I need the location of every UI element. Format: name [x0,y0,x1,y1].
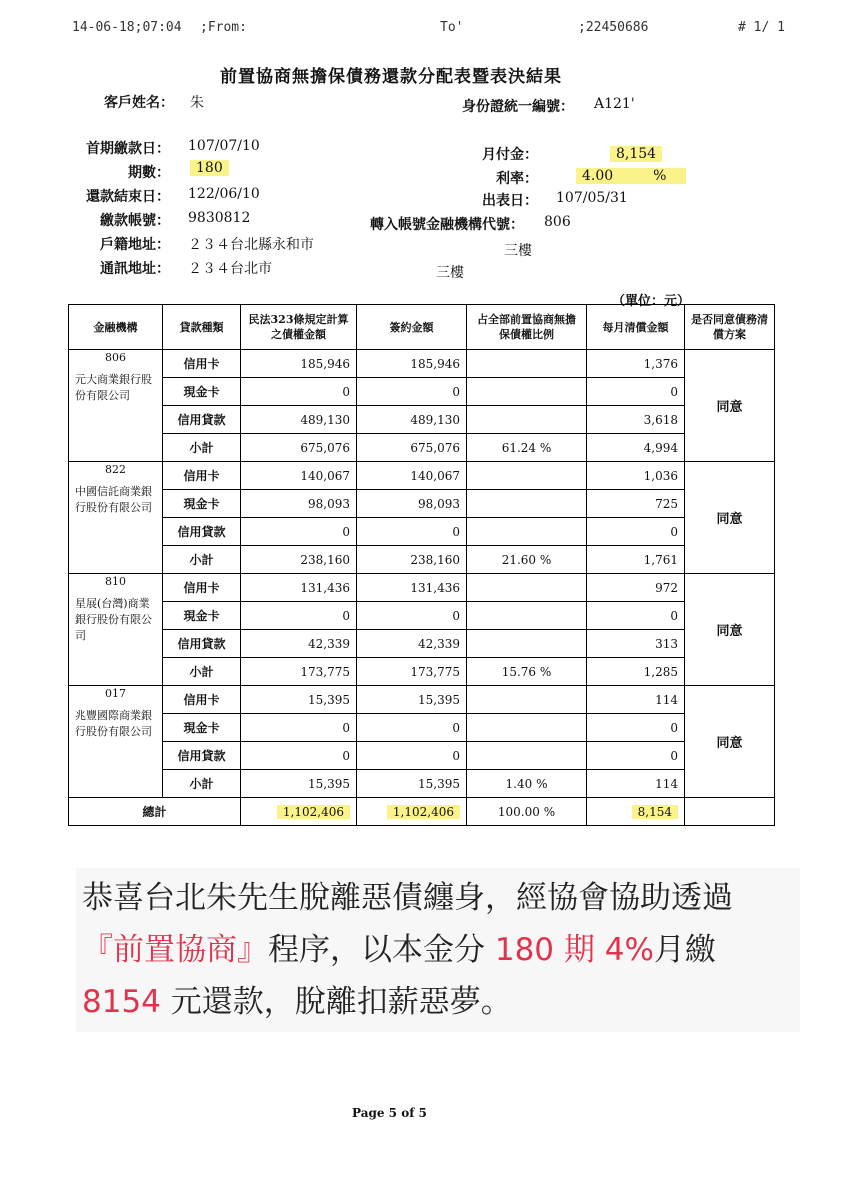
header-monthly-payment: 每月清償金額 [587,305,685,350]
congrats-part4: 元還款，脫離扣薪惡夢。 [160,984,512,1020]
table-row [69,742,775,770]
loan-type: 信用貸款 [163,518,241,546]
agreement-status: 同意 [685,350,775,462]
end-date: 122/06/10 [188,186,260,202]
loan-type: 現金卡 [163,490,241,518]
loan-type: 現金卡 [163,378,241,406]
document-title: 前置協商無擔保債務還款分配表暨表決結果 [220,67,562,87]
table-row [69,462,775,490]
table-row [69,546,775,574]
congrats-part3: 月繳 [653,932,716,968]
total-ratio: 100.00 % [467,798,587,826]
congrats-message [76,868,800,1032]
end-date-label: 還款結束日： [86,189,170,205]
first-payment-date: 107/07/10 [188,138,260,154]
rate-value: 4.00 % [576,168,686,184]
claim-amount: 140,067 [241,462,357,490]
first-payment-label: 首期繳款日： [86,141,170,157]
table-row [69,686,775,714]
table-row [69,350,775,378]
congrats-highlight-1: 『前置協商』 [82,932,268,968]
issue-date-label: 出表日： [482,193,538,209]
mail-addr-label: 通訊地址： [100,261,170,277]
ratio-empty [467,518,587,546]
monthly-payment: 1,036 [587,462,685,490]
fax-page: # 1/ 1 [738,20,785,35]
bank-name: 兆豐國際商業銀行股份有限公司 [75,709,152,738]
header-agreement: 是否同意債務清償方案 [685,305,775,350]
loan-type: 信用卡 [163,574,241,602]
monthly-payment: 0 [587,518,685,546]
loan-type: 小計 [163,770,241,798]
congrats-highlight-2: 180 期 4% [494,932,654,968]
header-contract-amount: 簽約金額 [357,305,467,350]
contract-amount: 489,130 [357,406,467,434]
contract-amount: 98,093 [357,490,467,518]
customer-name: 朱 [190,95,204,111]
ratio-empty [467,462,587,490]
loan-type: 小計 [163,658,241,686]
contract-amount: 0 [357,742,467,770]
loan-type: 現金卡 [163,602,241,630]
table-row [69,490,775,518]
monthly-value: 8,154 [610,146,662,162]
monthly-payment: 0 [587,742,685,770]
mail-addr-floor: 三樓 [436,265,464,281]
claim-amount: 173,775 [241,658,357,686]
ratio-empty [467,714,587,742]
contract-amount: 15,395 [357,686,467,714]
ratio-value: 15.76 % [467,658,587,686]
bank-code: 806 [105,351,126,364]
bank-code: 822 [105,463,126,476]
ratio-value: 61.24 % [467,434,587,462]
fax-number: ;22450686 [578,20,649,35]
customer-id: A121' [594,96,635,112]
id-label: 身份證統一編號： [462,99,574,115]
contract-amount: 131,436 [357,574,467,602]
table-row [69,714,775,742]
congrats-highlight-3: 8154 [82,984,161,1020]
header-claim-amount: 民法323條規定計算之債權金額 [241,305,357,350]
fax-to: To' [440,20,464,35]
loan-type: 小計 [163,546,241,574]
claim-amount: 0 [241,602,357,630]
table-row [69,406,775,434]
ratio-empty [467,630,587,658]
bank-cell [69,462,163,574]
table-row [69,378,775,406]
monthly-payment: 0 [587,714,685,742]
bank-cell [69,574,163,686]
bank-cell [69,350,163,462]
monthly-payment: 3,618 [587,406,685,434]
monthly-payment: 313 [587,630,685,658]
table-row [69,574,775,602]
monthly-payment: 1,376 [587,350,685,378]
loan-type: 信用卡 [163,686,241,714]
monthly-payment: 1,761 [587,546,685,574]
issue-date: 107/05/31 [556,190,628,206]
unit-label: （單位：元） [612,294,691,309]
table-row [69,434,775,462]
monthly-payment: 972 [587,574,685,602]
total-claims: 1,102,406 [241,798,357,826]
contract-amount: 675,076 [357,434,467,462]
agreement-status: 同意 [685,686,775,798]
table-row [69,770,775,798]
ratio-empty [467,686,587,714]
loan-type: 信用貸款 [163,630,241,658]
contract-amount: 0 [357,378,467,406]
bank-name: 元大商業銀行股份有限公司 [75,373,152,402]
claim-amount: 185,946 [241,350,357,378]
table-row [69,518,775,546]
claim-amount: 0 [241,714,357,742]
rate-label: 利率： [496,171,538,187]
bank-name: 星展(台灣)商業銀行股份有限公司 [75,597,152,642]
header-ratio: 占全部前置協商無擔保債權比例 [467,305,587,350]
total-agree-empty [685,798,775,826]
ratio-empty [467,406,587,434]
loan-type: 信用貸款 [163,742,241,770]
ratio-empty [467,574,587,602]
ratio-value: 1.40 % [467,770,587,798]
loan-type: 信用貸款 [163,406,241,434]
allocation-table [68,304,775,826]
contract-amount: 173,775 [357,658,467,686]
bank-code-label: 轉入帳號金融機構代號： [370,217,524,233]
name-label: 客戶姓名： [104,95,174,111]
bank-name: 中國信託商業銀行股份有限公司 [75,485,152,514]
ratio-empty [467,378,587,406]
loan-type: 現金卡 [163,714,241,742]
claim-amount: 15,395 [241,770,357,798]
loan-type: 信用卡 [163,462,241,490]
account-label: 繳款帳號： [100,213,170,229]
contract-amount: 185,946 [357,350,467,378]
monthly-payment: 114 [587,770,685,798]
ratio-empty [467,602,587,630]
claim-amount: 0 [241,378,357,406]
header-bank: 金融機構 [69,305,163,350]
total-contracts: 1,102,406 [357,798,467,826]
claim-amount: 98,093 [241,490,357,518]
bank-code: 017 [105,687,126,700]
ratio-empty [467,350,587,378]
table-row [69,630,775,658]
monthly-label: 月付金： [482,147,538,163]
reg-addr-floor: 三樓 [504,243,532,259]
contract-amount: 140,067 [357,462,467,490]
page-footer: Page 5 of 5 [352,1106,427,1120]
total-row [69,798,775,826]
loan-type: 小計 [163,434,241,462]
claim-amount: 675,076 [241,434,357,462]
contract-amount: 42,339 [357,630,467,658]
contract-amount: 0 [357,518,467,546]
monthly-payment: 1,285 [587,658,685,686]
loan-type: 信用卡 [163,350,241,378]
bank-cell [69,686,163,798]
total-monthly: 8,154 [587,798,685,826]
mail-addr: ２３４台北市 [188,261,272,277]
table-header-row [69,305,775,350]
claim-amount: 489,130 [241,406,357,434]
monthly-payment: 114 [587,686,685,714]
contract-amount: 238,160 [357,546,467,574]
ratio-empty [467,742,587,770]
total-label: 總計 [69,798,241,826]
claim-amount: 238,160 [241,546,357,574]
table-row [69,602,775,630]
bank-code: 806 [544,214,571,230]
claim-amount: 42,339 [241,630,357,658]
claim-amount: 15,395 [241,686,357,714]
contract-amount: 0 [357,714,467,742]
agreement-status: 同意 [685,462,775,574]
ratio-value: 21.60 % [467,546,587,574]
bank-code: 810 [105,575,126,588]
congrats-part1: 恭喜台北朱先生脫離惡債纏身，經協會協助透過 [82,880,733,916]
fax-from: ;From: [200,20,247,35]
claim-amount: 0 [241,742,357,770]
congrats-part2: 程序，以本金分 [268,932,495,968]
reg-addr: ２３４台北縣永和市 [188,237,314,253]
monthly-payment: 725 [587,490,685,518]
fax-timestamp: 14-06-18;07:04 [72,20,182,35]
monthly-payment: 0 [587,602,685,630]
periods-value: 180 [190,160,229,176]
monthly-payment: 0 [587,378,685,406]
claim-amount: 0 [241,518,357,546]
ratio-empty [467,490,587,518]
account-number: 9830812 [188,210,251,226]
claim-amount: 131,436 [241,574,357,602]
contract-amount: 15,395 [357,770,467,798]
reg-addr-label: 戶籍地址： [100,237,170,253]
periods-label: 期數： [128,165,170,181]
header-loan-type: 貸款種類 [163,305,241,350]
table-row [69,658,775,686]
monthly-payment: 4,994 [587,434,685,462]
contract-amount: 0 [357,602,467,630]
agreement-status: 同意 [685,574,775,686]
